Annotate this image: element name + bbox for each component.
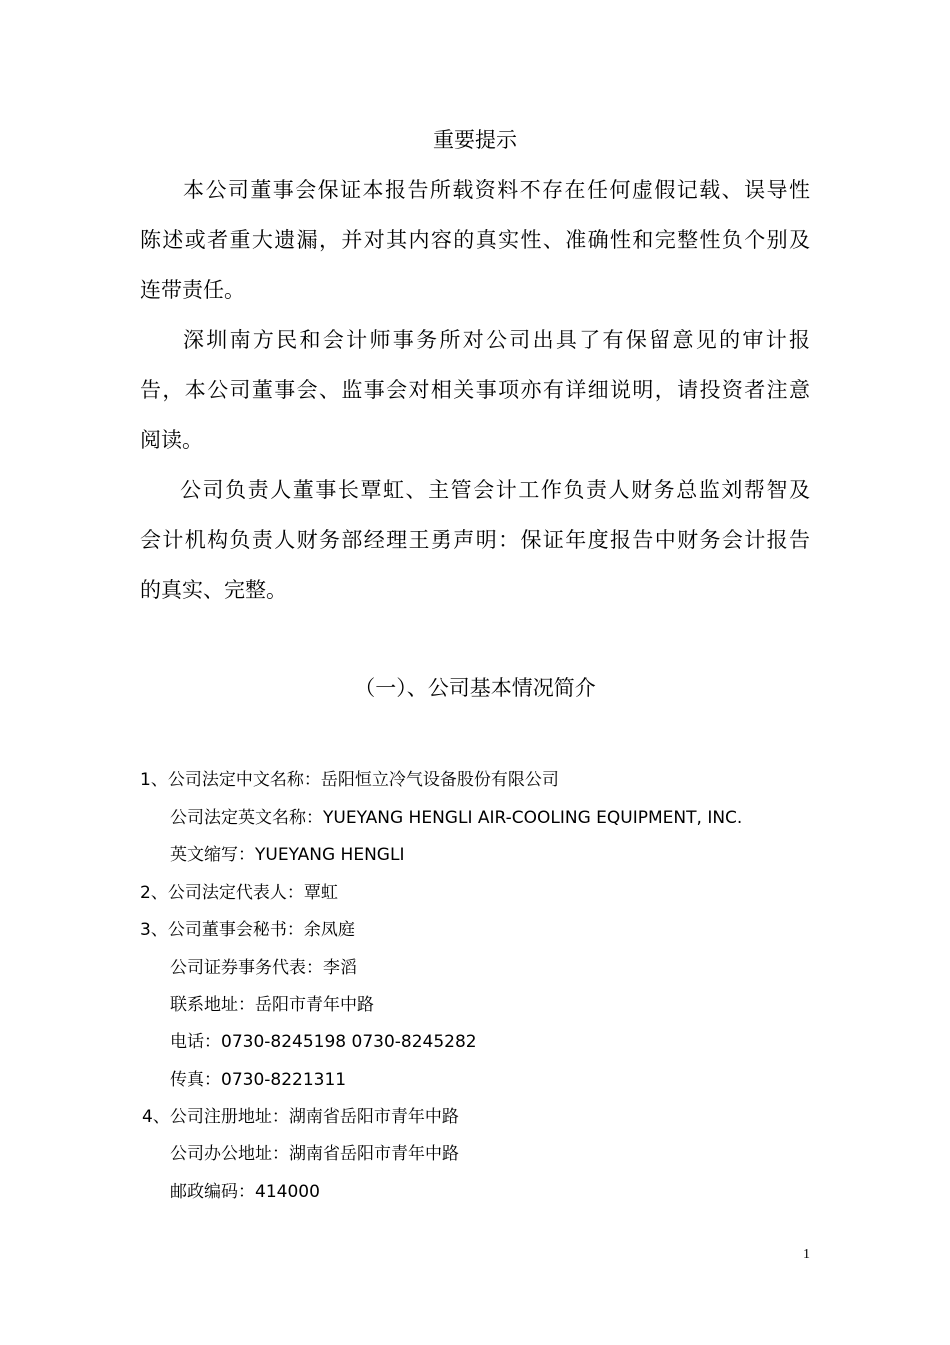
page-number: 1 xyxy=(803,1247,810,1262)
list-item: 英文缩写：YUEYANG HENGLI xyxy=(170,845,405,865)
list-item: 传真：0730-8221311 xyxy=(170,1070,347,1090)
list-item: 公司证券事务代表：李滔 xyxy=(170,958,357,978)
paragraph-line: 陈述或者重大遗漏，并对其内容的真实性、准确性和完整性负个别及 xyxy=(140,228,810,252)
list-item: 1、公司法定中文名称：岳阳恒立冷气设备股份有限公司 xyxy=(140,770,559,790)
list-item: 公司法定英文名称：YUEYANG HENGLI AIR-COOLING EQUIPMENT, INC. xyxy=(170,808,743,828)
list-item: 3、公司董事会秘书：余凤庭 xyxy=(140,920,355,940)
list-item: 电话：0730-8245198 0730-8245282 xyxy=(170,1032,477,1052)
list-item: 2、公司法定代表人：覃虹 xyxy=(140,883,338,903)
list-item: 联系地址：岳阳市青年中路 xyxy=(170,995,374,1015)
paragraph-line: 连带责任。 xyxy=(140,278,245,302)
paragraph-line: 的真实、完整。 xyxy=(140,578,287,602)
list-item: 4、公司注册地址：湖南省岳阳市青年中路 xyxy=(142,1107,459,1127)
list-item: 公司办公地址：湖南省岳阳市青年中路 xyxy=(170,1144,459,1164)
paragraph-line: 公司负责人董事长覃虹、主管会计工作负责人财务总监刘帮智及 xyxy=(180,478,810,502)
section-title: （一）、公司基本情况简介 xyxy=(354,676,596,700)
paragraph-line: 本公司董事会保证本报告所载资料不存在任何虚假记载、误导性 xyxy=(183,178,810,202)
list-item: 邮政编码：414000 xyxy=(170,1182,320,1202)
paragraph-line: 告，本公司董事会、监事会对相关事项亦有详细说明，请投资者注意 xyxy=(140,378,810,402)
paragraph-line: 深圳南方民和会计师事务所对公司出具了有保留意见的审计报 xyxy=(183,328,810,352)
paragraph-line: 阅读。 xyxy=(140,428,203,452)
paragraph-line: 会计机构负责人财务部经理王勇声明：保证年度报告中财务会计报告 xyxy=(140,528,810,552)
heading: 重要提示 xyxy=(433,128,517,152)
